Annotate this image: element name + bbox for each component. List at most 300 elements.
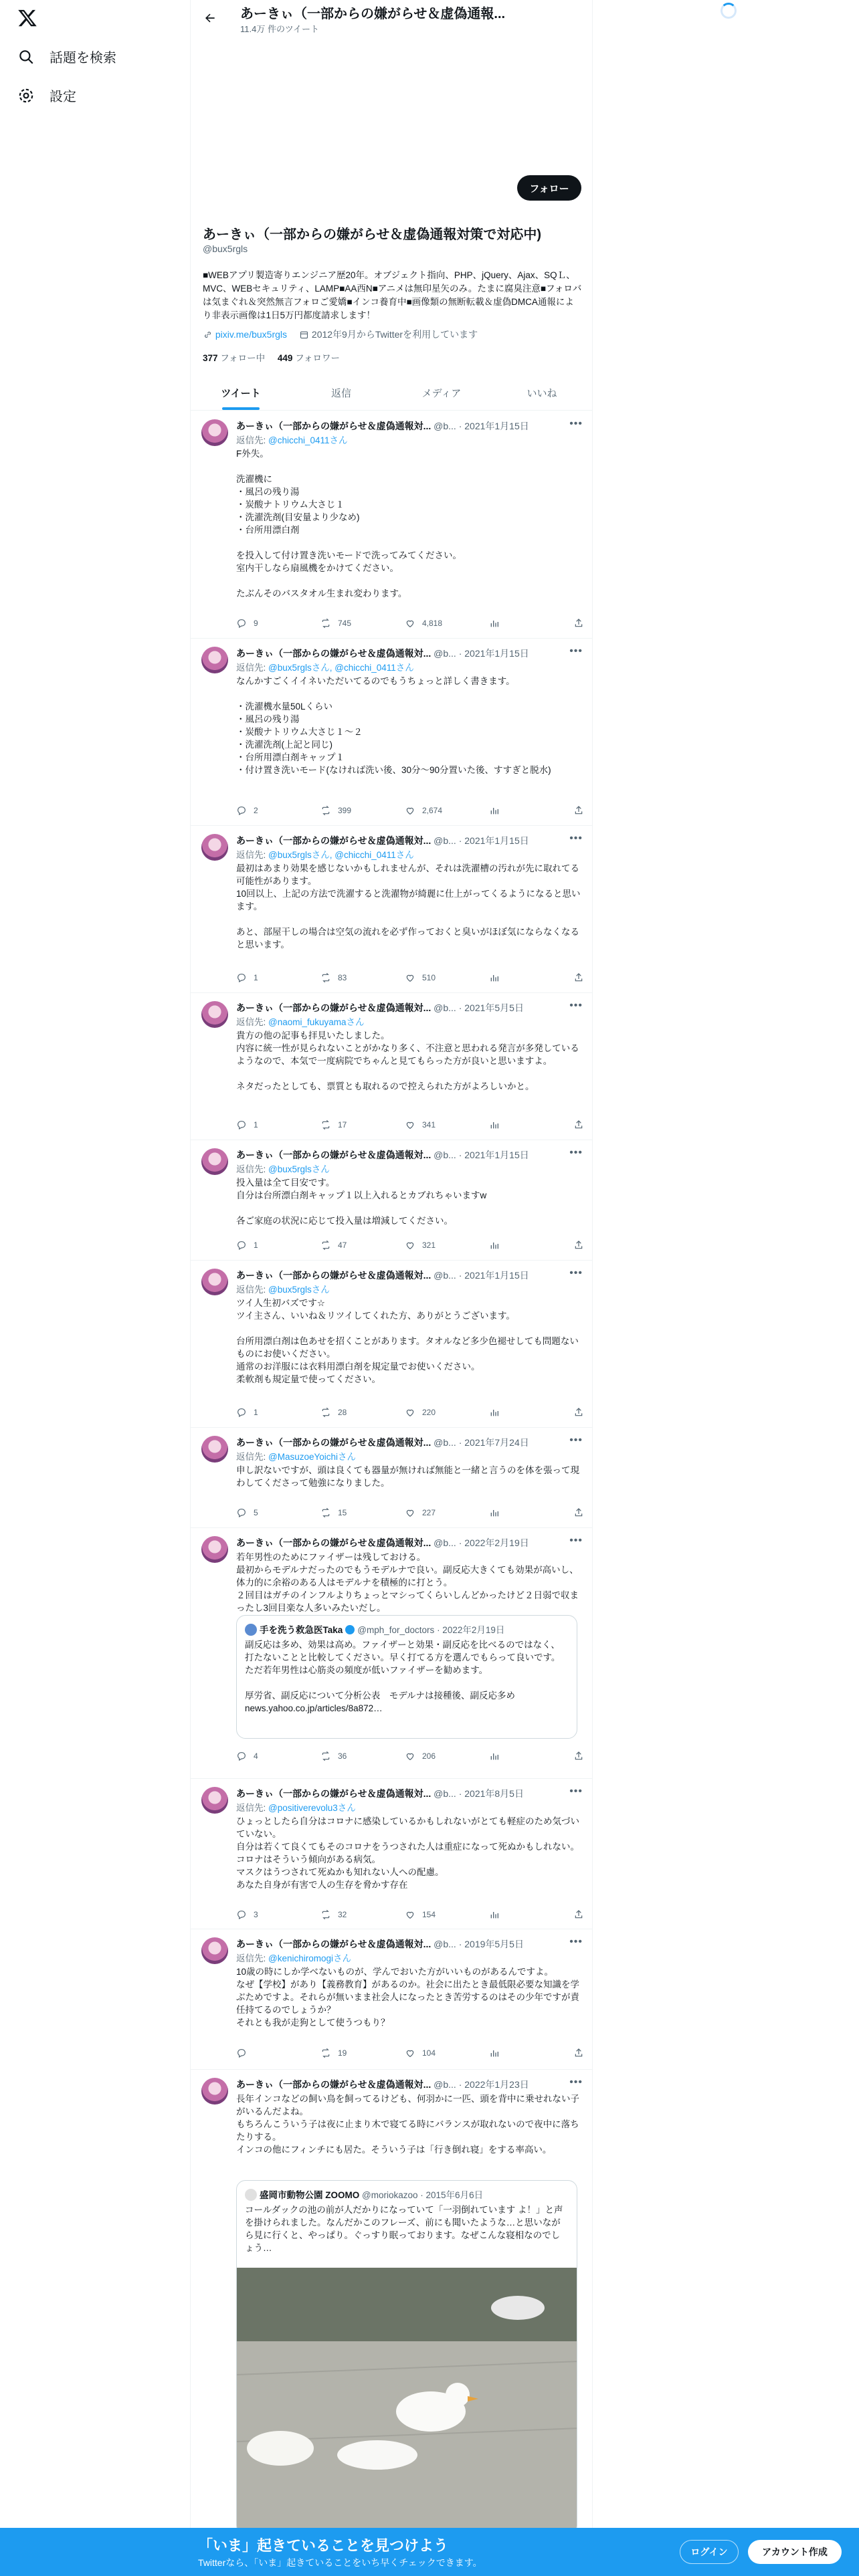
- share-icon: [573, 2048, 584, 2058]
- reply-context: [236, 660, 414, 673]
- tweet-date[interactable]: · 2021年1月15日: [458, 835, 529, 846]
- quoted-author-handle: @moriokazoo: [362, 2190, 418, 2200]
- reply-prefix: 返信先:: [236, 1164, 269, 1174]
- reply-context: [236, 847, 414, 861]
- reply-to-handle[interactable]: @MasuzoeYoichiさん: [268, 1452, 357, 1462]
- reply-button[interactable]: [236, 803, 298, 818]
- retweet-count: 19: [338, 2048, 347, 2058]
- profile-bio: ■WEBアプリ製造寄りエンジニア歴20年。オブジェクト指向、PHP、jQuery、Ajax、SQＬ、MVC、WEBセキュリティ、LAMP■AA西N■アニメは無印星矢のみ。たまに腐臭注意■フォロバは気まぐれ＆突然無言フォロご愛嬌■インコ養育中■画像類の無断転載＆虚偽DMCA通報により非表示画像は1日5万円都度請求します！: [203, 270, 582, 320]
- reply-context: [236, 433, 348, 446]
- tweet-date[interactable]: · 2021年1月15日: [458, 648, 529, 659]
- heart-icon: [405, 1909, 415, 1920]
- tweet-header: [236, 1436, 584, 1449]
- reply-button[interactable]: [236, 970, 298, 985]
- reply-icon: [236, 618, 247, 629]
- profile-meta: [203, 328, 478, 341]
- avatar[interactable]: [201, 647, 228, 673]
- avatar[interactable]: [201, 1536, 228, 1563]
- tweet-actions: [236, 616, 584, 631]
- tweet-author-handle: @b...: [434, 1150, 456, 1160]
- analytics-button[interactable]: [489, 803, 551, 818]
- tweet-author-name[interactable]: あーきぃ（一部からの嫌がらせ＆虚偽通報対...: [236, 1437, 432, 1448]
- tweet[interactable]: [191, 1428, 592, 1528]
- reply-icon: [236, 1507, 247, 1518]
- more-options-icon[interactable]: •••: [569, 2076, 583, 2088]
- retweet-count: 47: [338, 1241, 347, 1250]
- tweet-date[interactable]: · 2022年1月23日: [458, 2079, 529, 2090]
- nav-explore[interactable]: [17, 47, 116, 66]
- avatar[interactable]: [201, 1148, 228, 1175]
- tweet-actions: [236, 1907, 584, 1922]
- tweet[interactable]: [191, 1140, 592, 1261]
- tweet-date[interactable]: · 2021年5月5日: [458, 1002, 524, 1013]
- tweet[interactable]: [191, 993, 592, 1140]
- retweet-button[interactable]: [320, 1907, 382, 1922]
- follow-button[interactable]: フォロー: [517, 175, 581, 201]
- header-profile-name: あーきぃ（一部からの嫌がらせ＆虚偽通報...: [240, 7, 506, 21]
- like-button[interactable]: [405, 2046, 466, 2060]
- heart-icon: [405, 2048, 415, 2058]
- analytics-icon: [489, 1909, 500, 1920]
- quoted-tweet[interactable]: [236, 1615, 577, 1739]
- tweet-header: [236, 1001, 584, 1014]
- reply-icon: [236, 1909, 247, 1920]
- analytics-button[interactable]: [489, 1505, 551, 1520]
- avatar[interactable]: [201, 1436, 228, 1463]
- reply-button[interactable]: [236, 1505, 298, 1520]
- reply-to-handle[interactable]: @chicchi_0411さん: [268, 435, 348, 445]
- like-count: 321: [422, 1241, 436, 1250]
- reply-prefix: 返信先:: [236, 1017, 269, 1027]
- profile-joined-text: 2012年9月からTwitterを利用しています: [311, 329, 478, 340]
- tweet-author-name[interactable]: あーきぃ（一部からの嫌がらせ＆虚偽通報対...: [236, 2079, 432, 2090]
- reply-to-handle[interactable]: @naomi_fukuyamaさん: [268, 1017, 365, 1027]
- reply-to-handle[interactable]: @bux5rglsさん, @chicchi_0411さん: [268, 663, 414, 673]
- heart-icon: [405, 805, 415, 816]
- tweet-author-handle: @b...: [434, 1437, 456, 1448]
- reply-to-handle[interactable]: @bux5rglsさん: [268, 1164, 330, 1174]
- analytics-icon: [489, 1407, 500, 1418]
- followers-link[interactable]: [278, 353, 340, 363]
- retweet-count: 32: [338, 1910, 347, 1919]
- tweet-author-name[interactable]: あーきぃ（一部からの嫌がらせ＆虚偽通報対...: [236, 1150, 432, 1160]
- tweet-author-name[interactable]: あーきぃ（一部からの嫌がらせ＆虚偽通報対...: [236, 1270, 432, 1281]
- more-options-icon[interactable]: •••: [569, 1434, 583, 1446]
- retweet-icon: [320, 1751, 331, 1761]
- quoted-tweet-text: コールダックの池の前が人だかりになっていて「一羽倒れています よ！」と声を掛けられました。なんだかこのフレーズ、前にも聞いたような…と思いながら見に行くと、やっぱり。ぐっすり眠っております。なぜこんな寝相なのでしょう…: [245, 2205, 563, 2253]
- analytics-button[interactable]: [489, 616, 551, 631]
- tweet[interactable]: [191, 1779, 592, 1929]
- quoted-date: · 2022年2月19日: [437, 1625, 505, 1635]
- profile-link-text[interactable]: pixiv.me/bux5rgls: [215, 329, 288, 340]
- tweet[interactable]: [191, 1261, 592, 1428]
- tweet-date[interactable]: · 2021年1月15日: [458, 421, 529, 431]
- like-button[interactable]: [405, 1238, 466, 1253]
- like-button[interactable]: [405, 1505, 466, 1520]
- tweet[interactable]: [191, 826, 592, 993]
- banner-subtitle: Twitterなら、「いま」起きていることをいち早くチェックできます。: [198, 2557, 482, 2568]
- profile-joined: [299, 328, 478, 341]
- profile-follow-stats: [203, 350, 340, 364]
- tweet-text: 申し訳ないですが、頭は良くても器量が無ければ無能と一緒と言うのを体を張って現わしてくださって勉強になりました。: [236, 1465, 579, 1488]
- reply-context: [236, 1951, 351, 1964]
- tweet-author-handle: @b...: [434, 835, 456, 846]
- tweet-actions: [236, 1117, 584, 1132]
- retweet-count: 83: [338, 973, 347, 982]
- like-button[interactable]: [405, 616, 466, 631]
- analytics-button[interactable]: [489, 1117, 551, 1132]
- tweet-author-handle: @b...: [434, 648, 456, 659]
- reply-prefix: 返信先:: [236, 1285, 269, 1295]
- reply-prefix: 返信先:: [236, 1953, 269, 1963]
- tweet-author-name[interactable]: あーきぃ（一部からの嫌がらせ＆虚偽通報対...: [236, 1002, 432, 1013]
- avatar[interactable]: [201, 834, 228, 861]
- avatar[interactable]: [201, 2078, 228, 2105]
- share-button[interactable]: [573, 803, 584, 818]
- reply-to-handle[interactable]: @positiverevolu3さん: [268, 1803, 356, 1813]
- tweet-author-name[interactable]: あーきぃ（一部からの嫌がらせ＆虚偽通報対...: [236, 1537, 432, 1548]
- reply-count: 3: [254, 1910, 258, 1919]
- like-button[interactable]: [405, 1749, 466, 1763]
- more-options-icon[interactable]: •••: [569, 1267, 583, 1279]
- like-count: 4,818: [422, 619, 443, 628]
- tweet[interactable]: [191, 1929, 592, 2070]
- share-button[interactable]: [573, 1749, 584, 1763]
- analytics-icon: [489, 805, 500, 816]
- retweet-button[interactable]: [320, 616, 382, 631]
- share-icon: [573, 1507, 584, 1518]
- tweet[interactable]: [191, 411, 592, 639]
- retweet-button[interactable]: [320, 1117, 382, 1132]
- reply-button[interactable]: [236, 1405, 298, 1420]
- retweet-button[interactable]: [320, 1749, 382, 1763]
- more-options-icon[interactable]: •••: [569, 833, 583, 844]
- retweet-icon: [320, 1119, 331, 1130]
- tweet-text: 10歳の時にしか学べないものが、学んでおいた方がいいものがあるんですよ。 なぜ【学校】があり【義務教育】があるのか。社会に出たとき最低限必要な知識を学ぶためですよ。それらが無いまま社会人になったとき苦労するのはその少年ですが責任持てるのでしょうか？ それとも我が走狗として使うつもり？: [236, 1967, 579, 2028]
- tweet-author-handle: @b...: [434, 1939, 456, 1949]
- reply-count: 2: [254, 806, 258, 815]
- tweet-author-handle: @b...: [434, 421, 456, 431]
- reply-count: 9: [254, 619, 258, 628]
- share-button[interactable]: [573, 970, 584, 985]
- share-button[interactable]: [573, 1907, 584, 1922]
- tweet[interactable]: [191, 1528, 592, 1779]
- tab-tweets[interactable]: ツイート: [191, 376, 291, 410]
- x-logo-icon[interactable]: [17, 8, 41, 32]
- quoted-avatar: [245, 1624, 257, 1636]
- profile-column: [190, 0, 593, 2576]
- like-count: 220: [422, 1408, 436, 1417]
- avatar[interactable]: [201, 1787, 228, 1814]
- retweet-button[interactable]: [320, 1505, 382, 1520]
- retweet-icon: [320, 805, 331, 816]
- signup-button[interactable]: アカウント作成: [748, 2540, 842, 2564]
- analytics-button[interactable]: [489, 1238, 551, 1253]
- share-icon: [573, 805, 584, 816]
- reply-icon: [236, 1751, 247, 1761]
- reply-icon: [236, 1240, 247, 1251]
- retweet-icon: [320, 618, 331, 629]
- retweet-icon: [320, 1507, 331, 1518]
- share-button[interactable]: [573, 1117, 584, 1132]
- reply-button[interactable]: [236, 1907, 298, 1922]
- tweet-header: [236, 1269, 584, 1282]
- like-count: 227: [422, 1508, 436, 1517]
- tweet-text: 投入量は全て目安です。 自分は台所漂白剤キャップ１以上入れるとカブれちゃいますw 各ご家庭の状況に応じて投入量は増減してください。: [236, 1178, 487, 1226]
- tweet-header: [236, 647, 584, 660]
- tab-likes[interactable]: いいね: [527, 388, 557, 399]
- share-button[interactable]: [573, 1405, 584, 1420]
- like-button[interactable]: [405, 803, 466, 818]
- tweet-author-name[interactable]: あーきぃ（一部からの嫌がらせ＆虚偽通報対...: [236, 648, 432, 659]
- tweet-date[interactable]: · 2019年5月5日: [458, 1939, 524, 1949]
- reply-count: 5: [254, 1508, 258, 1517]
- like-count: 341: [422, 1120, 436, 1130]
- tweet-date[interactable]: · 2021年1月15日: [458, 1150, 529, 1160]
- reply-to-handle[interactable]: @bux5rglsさん, @chicchi_0411さん: [268, 850, 414, 860]
- analytics-icon: [489, 1119, 500, 1130]
- reply-context: [236, 1449, 356, 1463]
- share-button[interactable]: [573, 1238, 584, 1253]
- tweet[interactable]: [191, 639, 592, 826]
- retweet-count: 28: [338, 1408, 347, 1417]
- retweet-count: 36: [338, 1751, 347, 1761]
- tweet-actions: [236, 1749, 584, 1763]
- reply-prefix: 返信先:: [236, 663, 269, 673]
- tweet-header: [236, 1937, 584, 1951]
- tweet-header: [236, 2078, 584, 2091]
- like-button[interactable]: [405, 1907, 466, 1922]
- tweet-author-name[interactable]: あーきぃ（一部からの嫌がらせ＆虚偽通報対...: [236, 1939, 432, 1949]
- reply-count: 1: [254, 973, 258, 982]
- signup-banner: [0, 2528, 859, 2576]
- profile-handle: @bux5rgls: [203, 243, 248, 254]
- analytics-icon: [489, 1507, 500, 1518]
- login-button[interactable]: ログイン: [680, 2540, 739, 2564]
- tweet-author-name[interactable]: あーきぃ（一部からの嫌がらせ＆虚偽通報対...: [236, 1788, 432, 1799]
- more-options-icon[interactable]: •••: [569, 1936, 583, 1947]
- reply-icon: [236, 1407, 247, 1418]
- reply-prefix: 返信先:: [236, 1452, 269, 1462]
- tweet-text: 長年インコなどの飼い鳥を飼ってるけども、何羽かに一匹、頭を背中に乗せれない子がいるんだよね。 もちろんこういう子は夜に止まり木で寝てる時にバランスが取れないので夜中に落ちたりする。 インコの他にフィンチにも居た。そういう子は「行き倒れ寝」をする率高い。: [236, 2094, 579, 2155]
- quoted-author-handle: @mph_for_doctors: [357, 1625, 435, 1635]
- analytics-button[interactable]: [489, 2046, 551, 2060]
- reply-icon: [236, 972, 247, 983]
- avatar[interactable]: [201, 1269, 228, 1295]
- reply-context: [236, 1282, 330, 1295]
- tweet-text: 最初はあまり効果を感じないかもしれませんが、それは洗濯槽の汚れが先に取れてる可能性があります。 10回以上、上記の方法で洗濯すると洗濯物が綺麗に仕上がってくるようになると思います。 あと、部屋干しの場合は空気の流れを必ず作っておくと臭いがほぼ気にならなくなると思います。: [236, 863, 581, 950]
- tab-media[interactable]: メディア: [421, 388, 462, 399]
- quoted-tweet-header: [245, 2187, 483, 2201]
- reply-count: 4: [254, 1751, 258, 1761]
- reply-icon: [236, 2048, 247, 2058]
- tweet-date[interactable]: · 2022年2月19日: [458, 1537, 529, 1548]
- retweet-icon: [320, 1240, 331, 1251]
- share-icon: [573, 1909, 584, 1920]
- retweet-icon: [320, 972, 331, 983]
- share-button[interactable]: [573, 1505, 584, 1520]
- tweet-author-handle: @b...: [434, 1002, 456, 1013]
- share-icon: [573, 1240, 584, 1251]
- tweet-text: ツイ人生初バズです☆ ツイ主さん、いいね＆リツイしてくれた方、ありがとうございます。 台所用漂白剤は色あせを招くことがあります。タオルなど多少色褪せしても問題ないものにお使いください。 通常のお洋服には衣料用漂白剤を規定量でお使いください。 柔軟剤も規定量で使ってください。: [236, 1298, 579, 1384]
- more-options-icon[interactable]: •••: [569, 1000, 583, 1011]
- reply-button[interactable]: [236, 1749, 298, 1763]
- tweet-text: なんかすごくイイネいただいてるのでもうちょっと詳しく書きます。 ・洗濯機水量50Lくらい ・風呂の残り湯 ・炭酸ナトリウム大さじ１〜２ ・洗濯洗剤(上記と同じ) ・台所用漂白剤キャップ１ ・付け置き洗いモード(なければ洗い後、30分〜90分置いた後、すすぎと脱水): [236, 676, 551, 775]
- tweet-author-handle: @b...: [434, 2079, 456, 2090]
- heart-icon: [405, 1751, 415, 1761]
- quoted-avatar: [245, 2189, 257, 2201]
- reply-to-handle[interactable]: @kenichiromogiさん: [268, 1953, 352, 1963]
- like-count: 206: [422, 1751, 436, 1761]
- nav-settings-label: 設定: [50, 90, 76, 104]
- tweet-header: [236, 419, 584, 433]
- reply-count: 1: [254, 1120, 258, 1130]
- retweet-count: 17: [338, 1120, 347, 1130]
- analytics-button[interactable]: [489, 1749, 551, 1763]
- analytics-icon: [489, 1751, 500, 1761]
- calendar-icon: [299, 330, 309, 340]
- reply-icon: [236, 805, 247, 816]
- more-options-icon[interactable]: •••: [569, 1786, 583, 1797]
- tweet-actions: [236, 1238, 584, 1253]
- following-label: フォロー中: [220, 353, 266, 363]
- like-count: 154: [422, 1910, 436, 1919]
- nav-explore-label: 話題を検索: [50, 51, 116, 66]
- like-count: 510: [422, 973, 436, 982]
- avatar[interactable]: [201, 1001, 228, 1028]
- share-icon: [573, 1751, 584, 1761]
- share-button[interactable]: [573, 2046, 584, 2060]
- tweet-date[interactable]: · 2021年8月5日: [458, 1788, 524, 1799]
- tweet[interactable]: [191, 2070, 592, 2538]
- heart-icon: [405, 618, 415, 629]
- back-arrow-icon[interactable]: [200, 8, 220, 28]
- retweet-button[interactable]: [320, 970, 382, 985]
- retweet-button[interactable]: [320, 2046, 382, 2060]
- heart-icon: [405, 1240, 415, 1251]
- share-icon: [573, 1407, 584, 1418]
- like-button[interactable]: [405, 1117, 466, 1132]
- retweet-count: 399: [338, 806, 352, 815]
- analytics-icon: [489, 618, 500, 629]
- tweet-actions: [236, 1505, 584, 1520]
- following-count: 377: [203, 353, 218, 363]
- tweet-text: F外失。 洗濯機に ・風呂の残り湯 ・炭酸ナトリウム大さじ１ ・洗濯洗剤(目安量より少なめ) ・台所用漂白剤 を投入して付け置き洗いモードで洗ってみてください。 室内干しなら扇風機をかけてください。 たぶんそのバスタオル生まれ変わります。: [236, 449, 462, 599]
- tweet-actions: [236, 803, 584, 818]
- reply-count: 1: [254, 1408, 258, 1417]
- like-button[interactable]: [405, 970, 466, 985]
- like-button[interactable]: [405, 1405, 466, 1420]
- like-count: 2,674: [422, 806, 443, 815]
- quoted-author-name: 盛岡市動物公園 ZOOMO: [260, 2190, 360, 2200]
- tweet-author-handle: @b...: [434, 1537, 456, 1548]
- tweet-header: [236, 1536, 584, 1549]
- analytics-icon: [489, 972, 500, 983]
- analytics-icon: [489, 1240, 500, 1251]
- retweet-count: 745: [338, 619, 352, 628]
- reply-to-handle[interactable]: @bux5rglsさん: [268, 1285, 330, 1295]
- followers-count: 449: [277, 353, 293, 363]
- tweet-author-handle: @b...: [434, 1270, 456, 1281]
- header-tweet-count: 11.4万 件のツイート: [240, 24, 320, 34]
- reply-count: 1: [254, 1241, 258, 1250]
- tweet-text: ひょっとしたら自分はコロナに感染しているかもしれないがとても軽症のため気づいていない。 自分は若くて良くてもそのコロナをうつされた人は重症になって死ぬかもしれない。コロナはそういう傾向がある病気。 マスクはうつされて死ぬかも知れない人への配慮。 あなた自身が有害で人の生存を脅かす存在: [236, 1816, 579, 1890]
- reply-button[interactable]: [236, 1238, 298, 1253]
- avatar[interactable]: [201, 419, 228, 446]
- nav-settings[interactable]: [17, 86, 76, 105]
- retweet-button[interactable]: [320, 803, 382, 818]
- heart-icon: [405, 972, 415, 983]
- retweet-button[interactable]: [320, 1238, 382, 1253]
- tweet-author-handle: @b...: [434, 1788, 456, 1799]
- heart-icon: [405, 1507, 415, 1518]
- heart-icon: [405, 1407, 415, 1418]
- quoted-photo[interactable]: [237, 2268, 577, 2529]
- reply-context: [236, 1800, 356, 1814]
- search-icon: [17, 48, 35, 66]
- quoted-tweet-text: 副反応は多め、効果は高め。ファイザーと効果・副反応を比べるのではなく、打たないことと比較してください。早く打てる方を選んでもらって良いです。ただ若年男性は心筋炎の頻度が低いファイザーを勧めます。 厚労省、副反応について分析公表 モデルナは接種後、副反応多め news.yahoo.co.jp/articles/8a872…: [245, 1640, 561, 1713]
- quoted-author-name: 手を洗う救急医Taka: [260, 1625, 343, 1635]
- retweet-icon: [320, 1909, 331, 1920]
- tweet-actions: [236, 2046, 584, 2060]
- reply-context: [236, 1162, 330, 1175]
- tweet-author-name[interactable]: あーきぃ（一部からの嫌がらせ＆虚偽通報対...: [236, 835, 432, 846]
- quoted-tweet-header: [245, 1622, 504, 1636]
- tab-replies[interactable]: 返信: [330, 388, 351, 399]
- profile-link[interactable]: [203, 329, 287, 340]
- tweet-actions: [236, 970, 584, 985]
- more-options-icon[interactable]: •••: [569, 1147, 583, 1158]
- link-icon: [203, 330, 213, 340]
- following-link[interactable]: [203, 353, 265, 363]
- tweet-author-name[interactable]: あーきぃ（一部からの嫌がらせ＆虚偽通報対...: [236, 421, 432, 431]
- analytics-button[interactable]: [489, 1907, 551, 1922]
- profile-tabs: [191, 376, 592, 411]
- retweet-icon: [320, 2048, 331, 2058]
- more-options-icon[interactable]: •••: [569, 1535, 583, 1546]
- reply-prefix: 返信先:: [236, 435, 269, 445]
- retweet-button[interactable]: [320, 1405, 382, 1420]
- loading-spinner-icon: [721, 3, 737, 19]
- retweet-count: 15: [338, 1508, 347, 1517]
- analytics-button[interactable]: [489, 970, 551, 985]
- quoted-date: · 2015年6月6日: [420, 2190, 484, 2200]
- reply-prefix: 返信先:: [236, 850, 269, 860]
- tweet-header: [236, 1787, 584, 1800]
- tweet-date[interactable]: · 2021年1月15日: [458, 1270, 529, 1281]
- reply-button[interactable]: [236, 2046, 298, 2060]
- reply-button[interactable]: [236, 1117, 298, 1132]
- profile-name: あーきぃ（一部からの嫌がらせ＆虚偽通報対策で対応中): [203, 227, 542, 242]
- share-button[interactable]: [573, 616, 584, 631]
- verified-badge-icon: [345, 1625, 355, 1634]
- tweet-header: [236, 834, 584, 847]
- quoted-tweet[interactable]: [236, 2180, 577, 2535]
- analytics-button[interactable]: [489, 1405, 551, 1420]
- tweet-date[interactable]: · 2021年7月24日: [458, 1437, 529, 1448]
- reply-button[interactable]: [236, 616, 298, 631]
- avatar[interactable]: [201, 1937, 228, 1964]
- tweet-text: 若年男性のためにファイザーは残しておける。 最初からモデルナだったのでもうモデルナで良い。副反応大きくても効果が高いし、体力的に余裕のある人はモデルナを積極的に打とう。 ２回目はガチのインフルよりちょっとマシってくらいしんどかったけど２日弱で収まったし3回目楽な人多いみたいだし。: [236, 1552, 579, 1613]
- more-options-icon[interactable]: •••: [569, 645, 583, 657]
- like-count: 104: [422, 2048, 436, 2058]
- share-icon: [573, 1119, 584, 1130]
- retweet-icon: [320, 1407, 331, 1418]
- more-options-icon[interactable]: •••: [569, 418, 583, 429]
- gear-icon: [17, 87, 35, 104]
- tweet-actions: [236, 1405, 584, 1420]
- analytics-icon: [489, 2048, 500, 2058]
